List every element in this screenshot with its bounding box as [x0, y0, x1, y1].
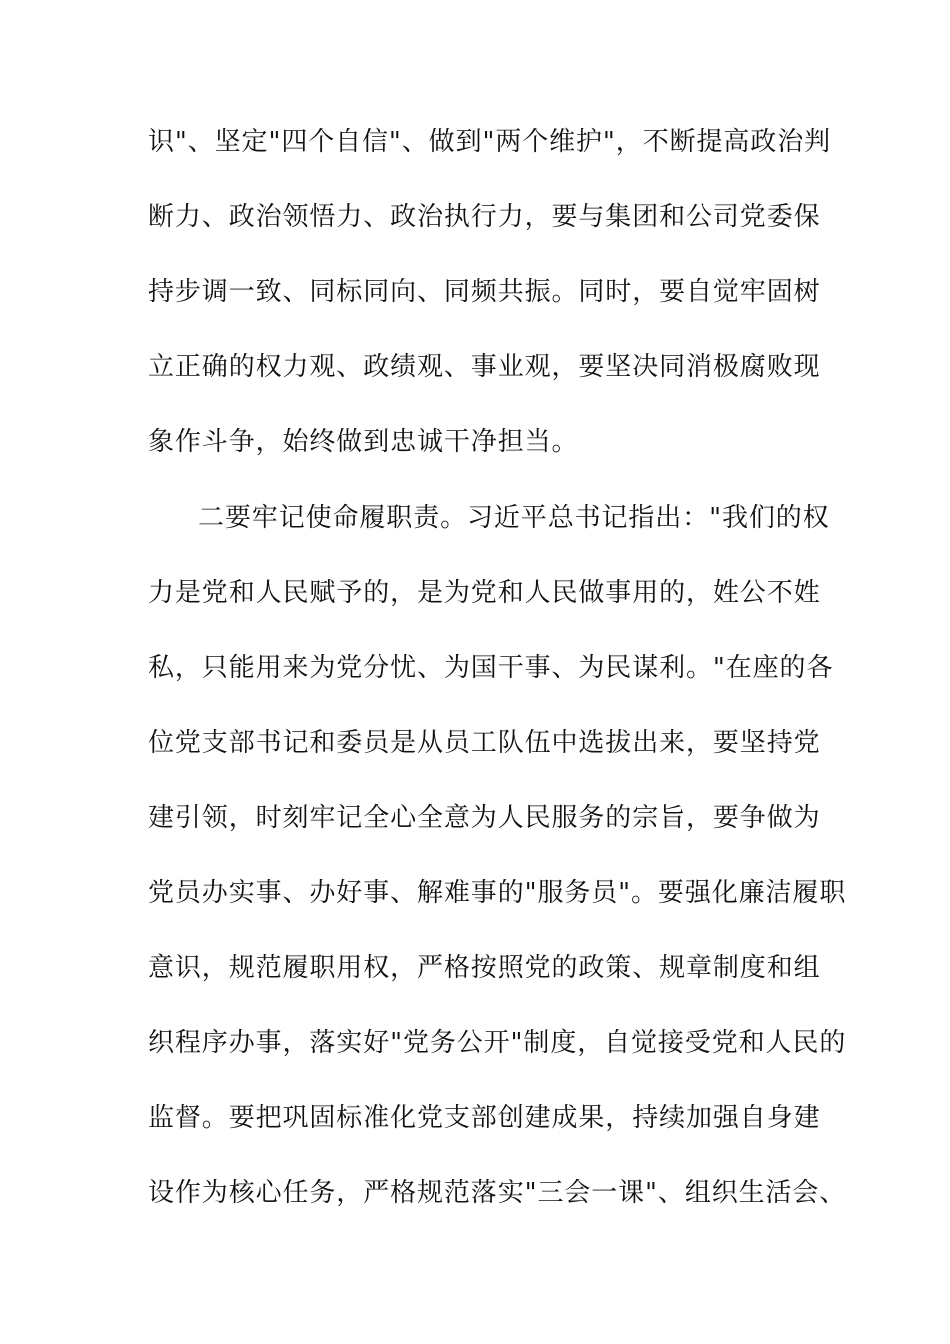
text-line: 立正确的权力观、政绩观、事业观，要坚决同消极腐败现	[148, 352, 821, 382]
text-line: 断力、政治领悟力、政治执行力，要与集团和公司党委保	[148, 202, 821, 232]
text-line: 意识，规范履职用权，严格按照党的政策、规章制度和组	[148, 953, 821, 983]
text-line: 位党支部书记和委员是从员工队伍中选拔出来，要坚持党	[148, 728, 821, 758]
text-line: 力是党和人民赋予的，是为党和人民做事用的，姓公不姓	[148, 578, 821, 608]
text-line: 党员办实事、办好事、解难事的"服务员"。要强化廉洁履职	[148, 878, 847, 908]
text-line: 织程序办事，落实好"党务公开"制度，自觉接受党和人民的	[148, 1028, 847, 1058]
text-line: 私，只能用来为党分忧、为国干事、为民谋利。"在座的各	[148, 653, 834, 683]
text-line: 设作为核心任务，严格规范落实"三会一课"、组织生活会、	[148, 1178, 847, 1208]
text-line: 建引领，时刻牢记全心全意为人民服务的宗旨，要争做为	[148, 803, 821, 833]
text-line: 持步调一致、同标同向、同频共振。同时，要自觉牢固树	[148, 277, 821, 307]
text-line: 监督。要把巩固标准化党支部创建成果，持续加强自身建	[148, 1103, 821, 1133]
text-line: 象作斗争，始终做到忠诚干净担当。	[148, 427, 579, 457]
paragraph-start-line: 二要牢记使命履职责。习近平总书记指出："我们的权	[198, 503, 830, 533]
text-line: 识"、坚定"四个自信"、做到"两个维护"，不断提高政治判	[148, 127, 831, 157]
